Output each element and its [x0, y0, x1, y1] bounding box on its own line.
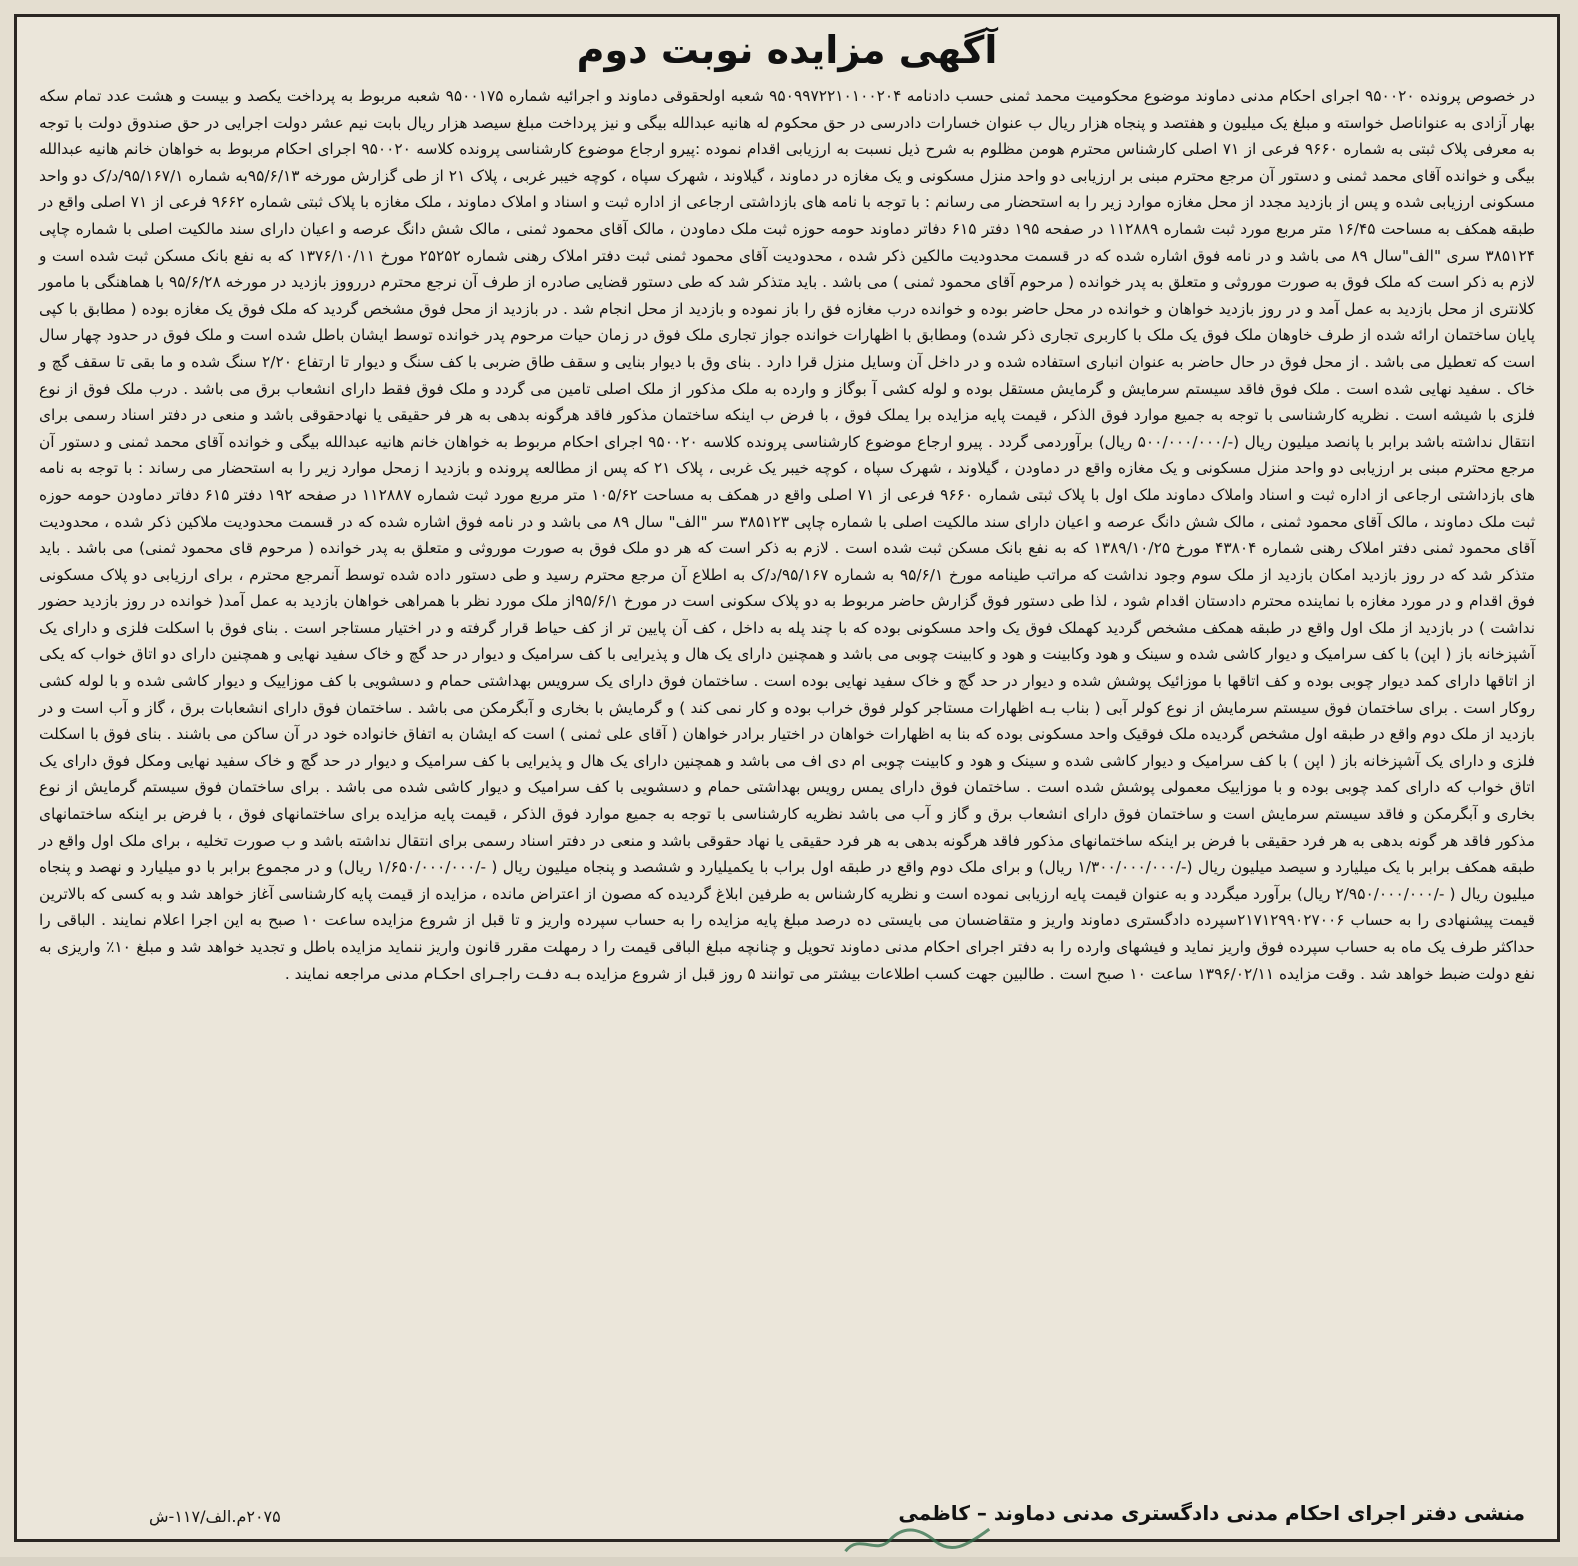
notice-frame: [14, 14, 1560, 1542]
signature: منشی دفتر اجرای احکام مدنی دادگستری مدنی دماوند – کاظمی: [898, 1501, 1525, 1525]
reference-code: ۲۰۷۵م.الف/۱۱۷-ش: [149, 1507, 281, 1526]
notice-footer: [39, 1499, 1535, 1531]
notice-title: آگهی مزایده نوبت دوم: [576, 28, 998, 72]
notice-body: [39, 83, 1535, 987]
notice-body-text: در خصوص پرونده ۹۵۰۰۲۰ اجرای احکام مدنی دماوند موضوع محکومیت محمد ثمنی حسب دادنامه ۹۵۰۹۹۷۲۲۱۰۱۰۰۲۰۴ شعبه اولحقوقی دماوند و اجرائیه شماره ۹۵۰۰۱۷۵ شعبه مربوط به پرداخت یکصد و بیست و هشت عدد تمام سکه بهار آزادی به عنواناصل خواسته و مبلغ یک میلیون و هفتصد و پنجاه هزار ریال ب عنوان خسارات دادرسی در حق محکوم له هانیه عبدالله بیگی و نیز پرداخت مبلغ سیصد هزار ریال بابت نیم عشر دولت اجرایی در حق صندوق دولت با توجه به معرفی پلاک ثبتی به شماره ۹۶۶۰ فرعی از ۷۱ اصلی کارشناس محترم هومن مظلوم به شرح ذیل نسبت به ارزیابی اقدام نموده :پیرو ارجاع موضوع کارشناسی پرونده کلاسه ۹۵۰۰۲۰ اجرای احکام مربوط به خواهان خانم هانیه عبدالله بیگی و خوانده آقای محمد ثمنی و دستور آن مرجع محترم مبنی بر ارزیابی دو واحد منزل مسکونی و یک مغازه در دماوند ، گیلاوند ، شهرک سپاه ، کوچه خیبر غربی ، پلاک ۲۱ از طی گزارش مورخه ۹۵/۶/۱۳به شماره ۹۵/۱۶۷/۱/د/ک دو واحد مسکونی ارزیابی شده و پس از بازدید مجدد از محل مغازه موارد زیر را به استحضار می رسانم : با توجه با نامه های بازداشتی ارجاعی از اداره ثبت و اسناد و املاک دماوند ، ملک مغازه با پلاک ثبتی شماره ۹۶۶۲ فرعی از ۷۱ اصلی واقع در طبقه همکف به مساحت ۱۶/۴۵ متر مربع مورد ثبت شماره ۱۱۲۸۸۹ در صفحه ۱۹۵ دفتر ۶۱۵ دفاتر دماوند حومه حوزه ثبت ملک دماودن ، مالک آقای محمود ثمنی ، مالک شش دانگ عرصه و اعیان دارای سند مالکیت اصلی با شماره چاپی ۳۸۵۱۲۴ سری "الف"سال ۸۹ می باشد و در نامه فوق اشاره شده که در قسمت محدودیت مالکین ذکر شده ، محدودیت آقای محمود ثمنی ثبت دفتر املاک رهنی شماره ۲۵۲۵۲ مورخ ۱۳۷۶/۱۰/۱۱ که به نفع بانک مسکن ثبت شده است و لازم به ذکر است که ملک فوق به صورت موروثی و متعلق به پدر خوانده ( مرحوم آقای محمود ثمنی ) می باشد . باید متذکر شد که طی دستور قضایی صادره از طرف آن نرجع محترم دررووز بازدید در مورخه ۹۵/۶/۲۸ با هماهنگی با مامور کلانتری از محل بازدید به عمل آمد و در روز بازدید خواهان و خوانده در محل حاضر بوده و خوانده درب مغازه فق را باز نموده و بازدید از محل انجام شد . در بازدید از محل فوق مشخص گردید که ملک فوق یک مغازه بوده ( مطابق با کپی پایان ساختمان ارائه شده از طرف خاوهان ملک فوق یک ملک با کاربری تجاری ذکر شده) ومطابق با اظهارات خوانده جواز تجاری ملک فوق در زمان حیات مرحوم پدر خوانده توسط ایشان باطل شده است و ملک فوق در حدود چهار سال است که تعطیل می باشد . از محل فوق در حال حاضر به عنوان انباری استفاده شده و در داخل آن وسایل منزل قرا دارد . بنای وق با دیوار بنایی و سقف طاق ضربی با کف سنگ و دیوار تا ارتفاع ۲/۲۰ سنگ شده و ما بقی تا سقف گچ و خاک . سفید نهایی شده است . ملک فوق فاقد سیستم سرمایش و گرمایش مستقل بوده و لوله کشی آ بوگاز و وارده به ملک مذکور از ملک اصلی تامین می گردد و ملک فوق فقط دارای انشعاب برق می باشد . درب ملک فوق از نوع فلزی با شیشه است . نظریه کارشناسی با توجه به جمیع موارد فوق الذکر ، قیمت پایه مزایده برا یملک فوق ، با فرض ب اینکه ساختمان مذکور فاقد هرگونه بدهی به هر فر حقیقی یا نهادحقوقی باشد و منعی در دفتر اسناد رسمی برای انتقال نداشته باشد برابر با پانصد میلیون ریال (-/۵۰۰/۰۰۰/۰۰۰ ریال) برآوردمی گردد . پیرو ارجاع موضوع کارشناسی پرونده کلاسه ۹۵۰۰۲۰ اجرای احکام مربوط به خواهان خانم هانیه عبدالله بیگی و خوانده آقای محمد ثمنی و دستور آن مرجع محترم مبنی بر ارزیابی دو واحد منزل مسکونی و یک مغازه واقع در دماودن ، گیلاوند ، شهرک سپاه ، کوچه خیبر یک غربی ، پلاک ۲۱ که پس از مطالعه پرونده و بازدید ا زمحل موارد زیر را به استحضار می رساند : با توجه به نامه های بازداشتی ارجاعی از اداره ثبت و اسناد واملاک دماوند ملک اول با پلاک ثبتی شماره ۹۶۶۰ فرعی از ۷۱ اصلی واقع در همکف به مساحت ۱۰۵/۶۲ متر مربع مورد ثبت شماره ۱۱۲۸۸۷ در صفحه ۱۹۲ دفتر ۶۱۵ دفاتر دماودن حومه حوزه ثبت ملک دماوند ، مالک آقای محمود ثمنی ، مالک شش دانگ عرصه و اعیان دارای سند مالکیت اصلی با شماره چاپی ۳۸۵۱۲۳ سر "الف" سال ۸۹ می باشد و در نامه فوق اشاره شده که در قسمت محدودیت ملاکین ذکر شده ، محدودیت آقای محمود ثمنی دفتر املاک رهنی شماره ۴۳۸۰۴ مورخ ۱۳۸۹/۱۰/۲۵ که به نفع بانک مسکن ثبت شده است . لازم به ذکر است که هر دو ملک فوق به صورت موروثی و متعلق به پدر خوانده ( مرحوم قای محمود ثمنی) می باشد . باید متذکر شد که در روز بازدید امکان بازدید از ملک سوم وجود نداشت که مراتب طینامه مورخ ۹۵/۶/۱ به شماره ۹۵/۱۶۷/د/ک به اطلاع آن مرجع محترم رسید و طی دستور داده شده توسط آنمرجع محترم ، برای ارزیابی دو پلاک مسکونی فوق اقدام و در مورد مغازه با نماینده محترم دادستان اقدام شود ، لذا طی دستور فوق گزارش حاضر مربوط به دو پلاک سکونی است در مورخ ۹۵/۶/۱از ملک مورد نظر با همراهی خواهان بازدید به عمل آمد( خوانده در روز بازدید حضور نداشت ) در بازدید از ملک اول واقع در طبقه همکف مشخص گردید کهملک فوق یک واحد مسکونی بوده که با چند پله به داخل ، کف آن پایین تر از کف حیاط قرار گرفته و در اختیار مستاجر است . بنای فوق با اسکلت فلزی و دارای یک آشپزخانه باز ( اپن) با کف سرامیک و دیوار کاشی شده و سینک و هود وکابینت و هود و کابینت چوبی می باشد و همچنین دارای یک هال و پذیرایی با کف سرامیک و دیوار در حد گچ و خاک سفید نهایی و همچنین دارای دو اتاق خواب که یکی از اتاقها دارای کمد دیوار چوبی بوده و کف اتاقها با موزائیک پوشش شده و دیوار در حد گچ و خاک سفید نهایی بوده است . ساختمان فوق دارای یک سرویس بهداشتی حمام و دسشویی با کف موزاییک و دیوار کاشی شده و با لوله کشی روکار است . برای ساختمان فوق سیستم سرمایش از نوع کولر آبی ( بناب بـه اظهارات مستاجر کولر فوق خراب بوده و کار نمی کند ) و گرمایش با بخاری و آبگرمکن می باشد . ساختمان فوق دارای انشعابات برق ، گاز و آب است و در بازدید از ملک دوم واقع در طبقه اول مشخص گردیده ملک فوقیک واحد مسکونی بوده که بنا به اظهارات خواهان در اختیار برادر خواهان ( آقای علی ثمنی ) است که ایشان به اتفاق خانواده خود در آن ساکن می باشند . بنای فوق با اسکلت فلزی و دارای یک آشپزخانه باز ( اپن ) با کف سرامیک و دیوار کاشی شده و سینک و هود و کابینت چوبی ام دی اف می باشد و همچنین دارای یک هال و پذیرایی با کف سرامیک و دیوار در حد گچ و خاک سفید نهایی ومکل فوق دارای یک اتاق خواب که دارای کمد چوبی بوده و با موزاییک معمولی پوشش شده است . ساختمان فوق دارای یمس رویس بهداشتی حمام و دسشویی با کف سرامیک و دیوار کاشی شده می باشد . برای ساختمان فوق سیستم گرمایش از نوع بخاری و آبگرمکن و فاقد سیستم سرمایش است و ساختمان فوق دارای انشعاب برق و گاز و آب می باشد نظریه کارشناسی با توجه به جمیع موارد فوق الذکر ، قیمت پایه مزایده برای ساختمانهای فوق ، با فرض بر اینکه ساختمانهای مذکور فاقد هر گونه بدهی به هر فرد حقیقی با فرض بر اینکه ساختمانهای مذکور فاقد هرگونه بدهی به هر فرد حقیقی یا نهاد حقوقی باشد و منعی در دفتر اسناد رسمی برای انتقال نداشته باشد و ب صورت تخلیه ، برای ملک اول واقع در طبقه همکف برابر با یک میلیارد و سیصد میلیون ریال (-/۱/۳۰۰/۰۰۰/۰۰۰ ریال) و برای ملک دوم واقع در طبقه اول براب با یکمیلیارد و ششصد و پنجاه میلیون ریال ( -/۱/۶۵۰/۰۰۰/۰۰۰ ریال) و در مجموع برابر با دو میلیارد و نهصد و پنجاه میلیون ریال ( -/۲/۹۵۰/۰۰۰/۰۰۰ ریال) برآورد میگردد و به عنوان قیمت پایه ارزیابی نموده است و نظریه کارشناس به طرفین ابلاغ گردیده که مصون از اعتراض مانده ، مزایده از قیمت پایه کارشناسی آغاز خواهد شد و به کسی که بالاترین قیمت پیشنهادی را به حساب ۲۱۷۱۲۹۹۰۲۷۰۰۶سپرده دادگستری دماوند واریز و متقاضسان می بایستی ده درصد مبلغ پایه مزایده را به حساب سپرده واریز و تا قبل از شروع مزایده ساعت ۱۰ صبح به این اجرا اعلام نمایند . الباقی را حداکثر طرف یک ماه به حساب سپرده فوق واریز نماید و فیشهای وارده را به دفتر اجرای احکام مدنی دماوند تحویل و چنانچه مبلغ الباقی قیمت را د رمهلت مقرر قانون واریز ننماید مزایده باطل و تجدید خواهد شد و مبلغ ۱۰٪ واریزی به نفع دولت ضبط خواهد شد . وقت مزایده ۱۳۹۶/۰۲/۱۱ ساعت ۱۰ صبح است . طالبین جهت کسب اطلاعات بیشتر می توانند ۵ روز قبل از شروع مزایده بـه دفـت راجـرای احکـام مدنی مراجعه نمایند .: [39, 87, 1536, 983]
